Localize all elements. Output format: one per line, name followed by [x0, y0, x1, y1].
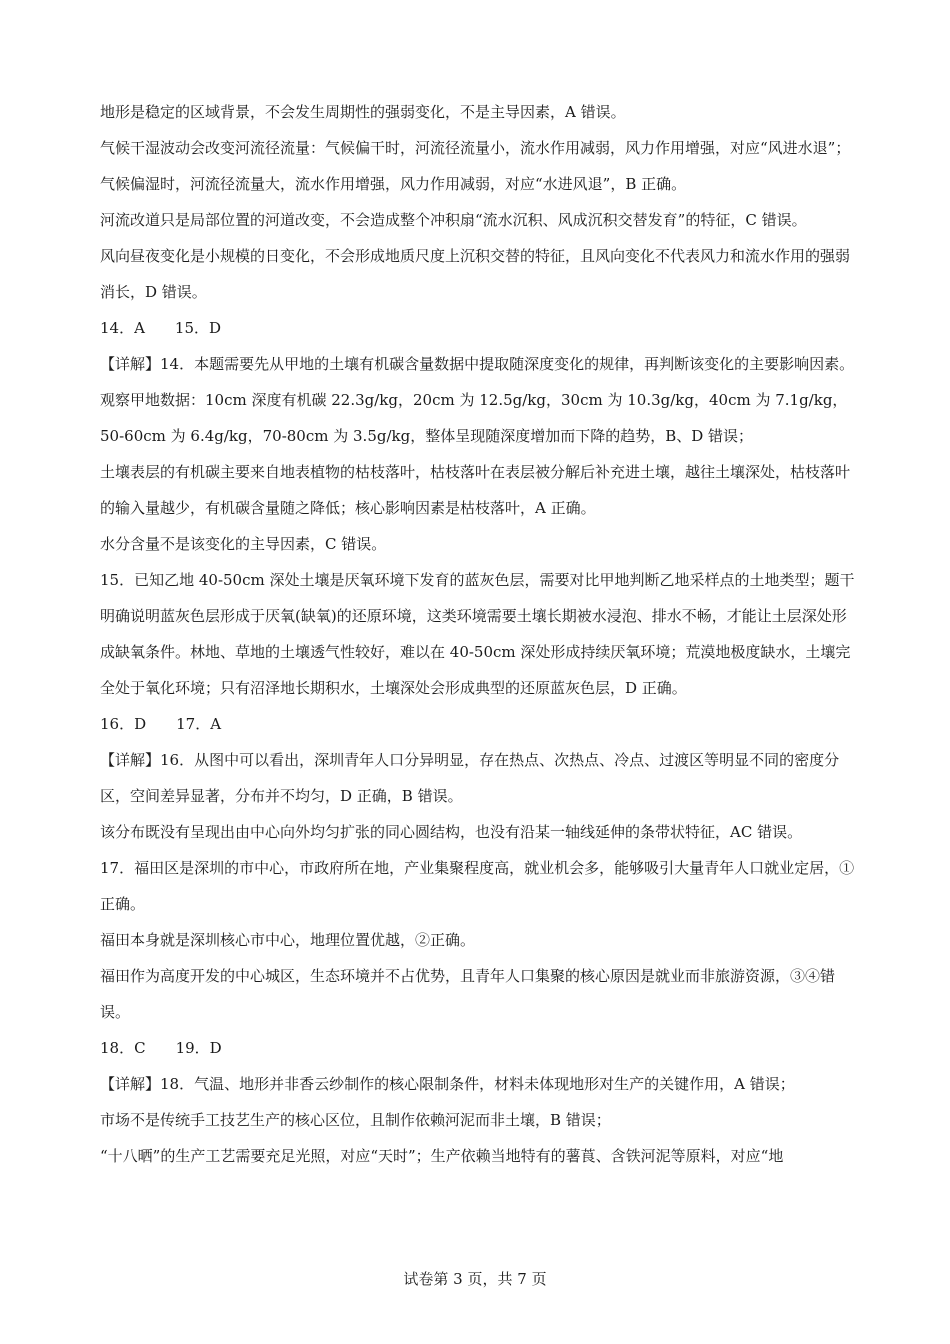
paragraph: 15．已知乙地 40-50cm 深处土壤是厌氧环境下发育的蓝灰色层，需要对比甲地判断乙地采样点的土地类型；题干明确说明蓝灰色层形成于厌氧(缺氧)的还原环境，这类环境需要土壤长期被水浸泡、排水不畅，才能让土层深处形成缺氧条件。林地、草地的土壤透气性较好，难以在 40-50cm 深处形成持续厌氧环境；荒漠地极度缺水，土壤完全处于氧化环境；只有沼泽地长期积水，土壤深处会形成典型的还原蓝灰色层，D 正确。: [100, 571, 855, 697]
page-body: [100, 94, 860, 1174]
paragraph: 福田本身就是深圳核心市中心，地理位置优越，②正确。: [100, 931, 476, 949]
paragraph: 【详解】18．气温、地形并非香云纱制作的核心限制条件，材料未体现地形对生产的关键作用，A 错误；: [100, 1075, 795, 1093]
paragraph: 17．福田区是深圳的市中心，市政府所在地，产业集聚程度高，就业机会多，能够吸引大量青年人口就业定居，①正确。: [100, 859, 855, 913]
paragraph: 【详解】16．从图中可以看出，深圳青年人口分异明显，存在热点、次热点、冷点、过渡区等明显不同的密度分区，空间差异显著，分布并不均匀，D 正确，B 错误。: [100, 751, 840, 805]
paragraph: 土壤表层的有机碳主要来自地表植物的枯枝落叶，枯枝落叶在表层被分解后补充进土壤，越往土壤深处，枯枝落叶的输入量越少，有机碳含量随之降低；核心影响因素是枯枝落叶，A 正确。: [100, 463, 851, 517]
page-footer: 试卷第 3 页，共 7 页: [403, 1270, 547, 1288]
paragraph: 河流改道只是局部位置的河道改变，不会造成整个冲积扇“流水沉积、风成沉积交替发育”的特征，C 错误。: [100, 211, 807, 229]
paragraph: 【详解】14．本题需要先从甲地的土壤有机碳含量数据中提取随深度变化的规律，再判断该变化的主要影响因素。: [100, 355, 855, 373]
paragraph: 水分含量不是该变化的主导因素，C 错误。: [100, 535, 387, 553]
paragraph: 风向昼夜变化是小规模的日变化，不会形成地质尺度上沉积交替的特征，且风向变化不代表风力和流水作用的强弱消长，D 错误。: [100, 247, 851, 301]
answer-line: 18．C 19．D: [100, 1039, 222, 1057]
paragraph: 福田作为高度开发的中心城区，生态环境并不占优势，且青年人口集聚的核心原因是就业而非旅游资源，③④错误。: [100, 967, 836, 1021]
paragraph: 观察甲地数据：10cm 深度有机碳 22.3g/kg，20cm 为 12.5g/kg，30cm 为 10.3g/kg，40cm 为 7.1g/kg，50-60cm 为 6.4g/kg，70-80cm 为 3.5g/kg，整体呈现随深度增加而下降的趋势，B、D 错误；: [100, 391, 848, 445]
answer-line: 16．D 17．A: [100, 715, 222, 733]
paragraph: 市场不是传统手工技艺生产的核心区位，且制作依赖河泥而非土壤，B 错误；: [100, 1111, 611, 1129]
paragraph: 该分布既没有呈现出由中心向外均匀扩张的同心圆结构，也没有沿某一轴线延伸的条带状特征，AC 错误。: [100, 823, 803, 841]
answer-line: 14．A 15．D: [100, 319, 222, 337]
paragraph: 地形是稳定的区域背景，不会发生周期性的强弱变化，不是主导因素，A 错误。: [100, 103, 626, 121]
paragraph: 气候干湿波动会改变河流径流量：气候偏干时，河流径流量小，流水作用减弱，风力作用增强，对应“风进水退”；气候偏湿时，河流径流量大，流水作用增强，风力作用减弱，对应“水进风退”，B 正确。: [100, 139, 851, 193]
paragraph: “十八晒”的生产工艺需要充足光照，对应“天时”；生产依赖当地特有的薯莨、含铁河泥等原料，对应“地: [100, 1147, 784, 1165]
